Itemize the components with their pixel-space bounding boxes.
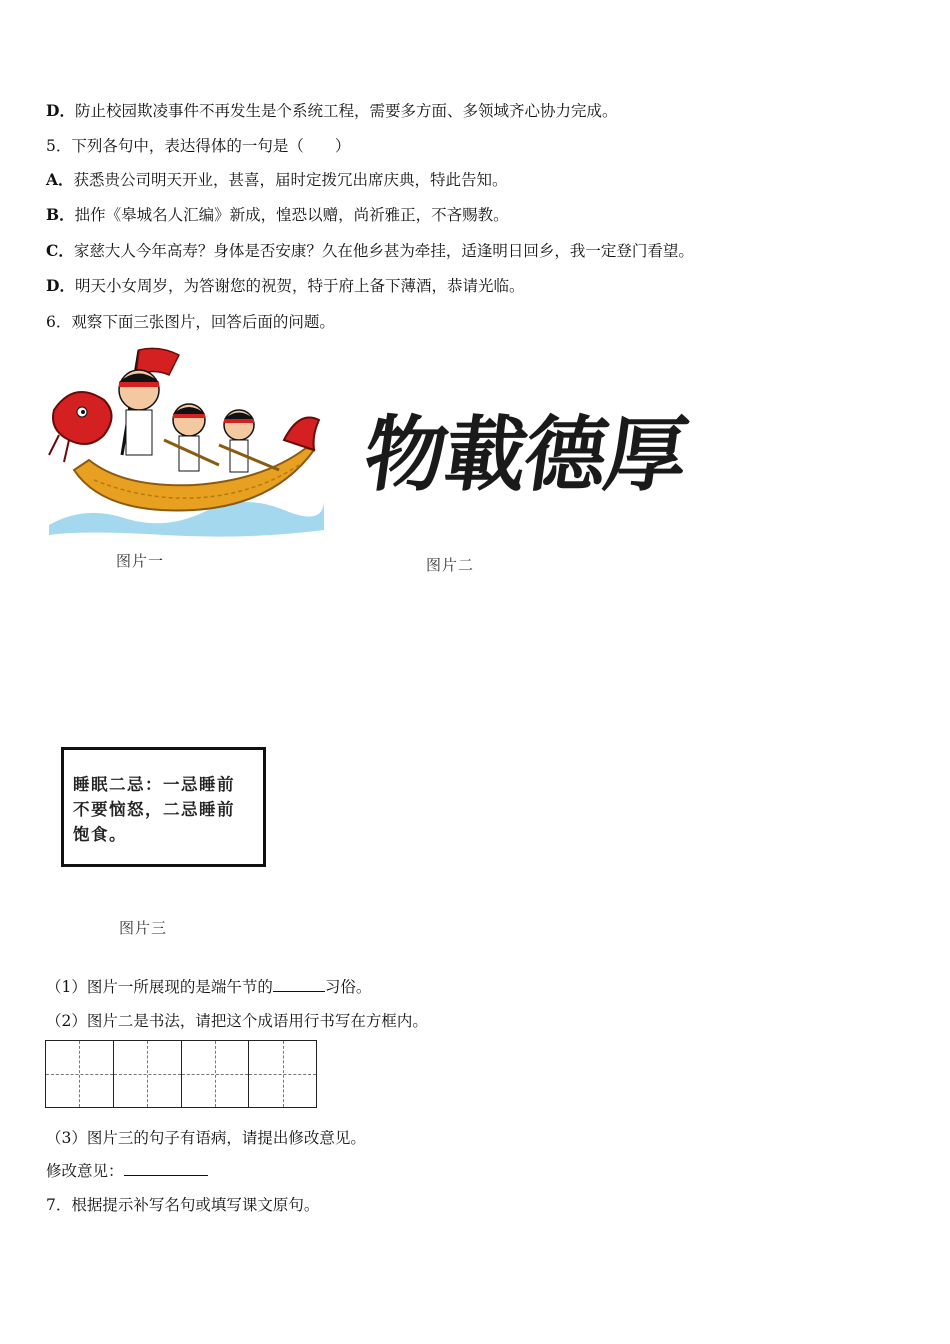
dragon-boat-illustration	[44, 340, 329, 545]
caption-picture-1: 图片一	[116, 552, 165, 570]
calligraphy-image	[358, 390, 694, 510]
option-text: 拙作《皋城名人汇编》新成，惶恐以赠，尚祈雅正，不吝赐教。	[74, 206, 509, 224]
grid-cell[interactable]	[249, 1041, 316, 1107]
option-letter: D．	[46, 101, 75, 120]
option-text: 获悉贵公司明天开业，甚喜，届时定拨冗出席庆典，特此告知。	[73, 171, 508, 189]
option-letter: A．	[46, 170, 74, 189]
answer-blank[interactable]	[273, 977, 325, 992]
rower-3	[219, 410, 279, 472]
q5-option-a	[46, 170, 508, 190]
answer-blank[interactable]	[124, 1161, 208, 1176]
grid-cell[interactable]	[114, 1041, 182, 1107]
caption-picture-2: 图片二	[426, 556, 475, 574]
writing-grid[interactable]	[45, 1040, 317, 1108]
sub1-suffix: 习俗。	[324, 978, 372, 996]
box-line: 睡眠二忌：一忌睡前	[73, 775, 235, 794]
dragon-tail	[284, 418, 319, 451]
q6-sub1	[46, 977, 371, 997]
rower-2	[164, 404, 219, 471]
box-line: 饱食。	[73, 825, 127, 844]
caption-picture-3: 图片三	[119, 919, 168, 937]
q6-sub2: （2）图片二是书法，请把这个成语用行书写在方框内。	[46, 1012, 428, 1030]
q7-stem: 7．根据提示补写名句或填写课文原句。	[46, 1196, 320, 1214]
grid-cell[interactable]	[46, 1041, 114, 1107]
q4-option-d	[46, 101, 617, 121]
option-letter: B．	[46, 205, 75, 224]
revise-line	[46, 1161, 208, 1181]
grid-cell[interactable]	[182, 1041, 250, 1107]
option-text: 防止校园欺凌事件不再发生是个系统工程，需要多方面、多领域齐心协力完成。	[74, 102, 618, 120]
q5-option-b	[46, 205, 509, 225]
picture-3-box	[61, 747, 266, 867]
option-letter: D．	[46, 276, 75, 295]
calligraphy-char: 物	[358, 407, 454, 503]
revise-label: 修改意见：	[46, 1162, 124, 1180]
calligraphy-char: 德	[518, 407, 614, 503]
calligraphy-char: 厚	[598, 407, 694, 503]
q6-sub3: （3）图片三的句子有语病，请提出修改意见。	[46, 1129, 366, 1147]
calligraphy-char: 載	[438, 407, 534, 503]
option-text: 明天小女周岁，为答谢您的祝贺，特于府上备下薄酒，恭请光临。	[74, 277, 525, 295]
box-line: 不要恼怒，二忌睡前	[73, 800, 235, 819]
q6-stem: 6．观察下面三张图片，回答后面的问题。	[46, 313, 335, 331]
sub1-prefix: （1）图片一所展现的是端午节的	[46, 978, 273, 996]
option-letter: C．	[46, 241, 74, 260]
q5-option-d	[46, 276, 524, 296]
q5-stem: 5．下列各句中，表达得体的一句是（ ）	[46, 137, 351, 155]
option-text: 家慈大人今年高寿？身体是否安康？久在他乡甚为牵挂，适逢明日回乡，我一定登门看望。	[73, 242, 694, 260]
dragon-head	[53, 392, 112, 444]
q5-option-c	[46, 241, 694, 261]
